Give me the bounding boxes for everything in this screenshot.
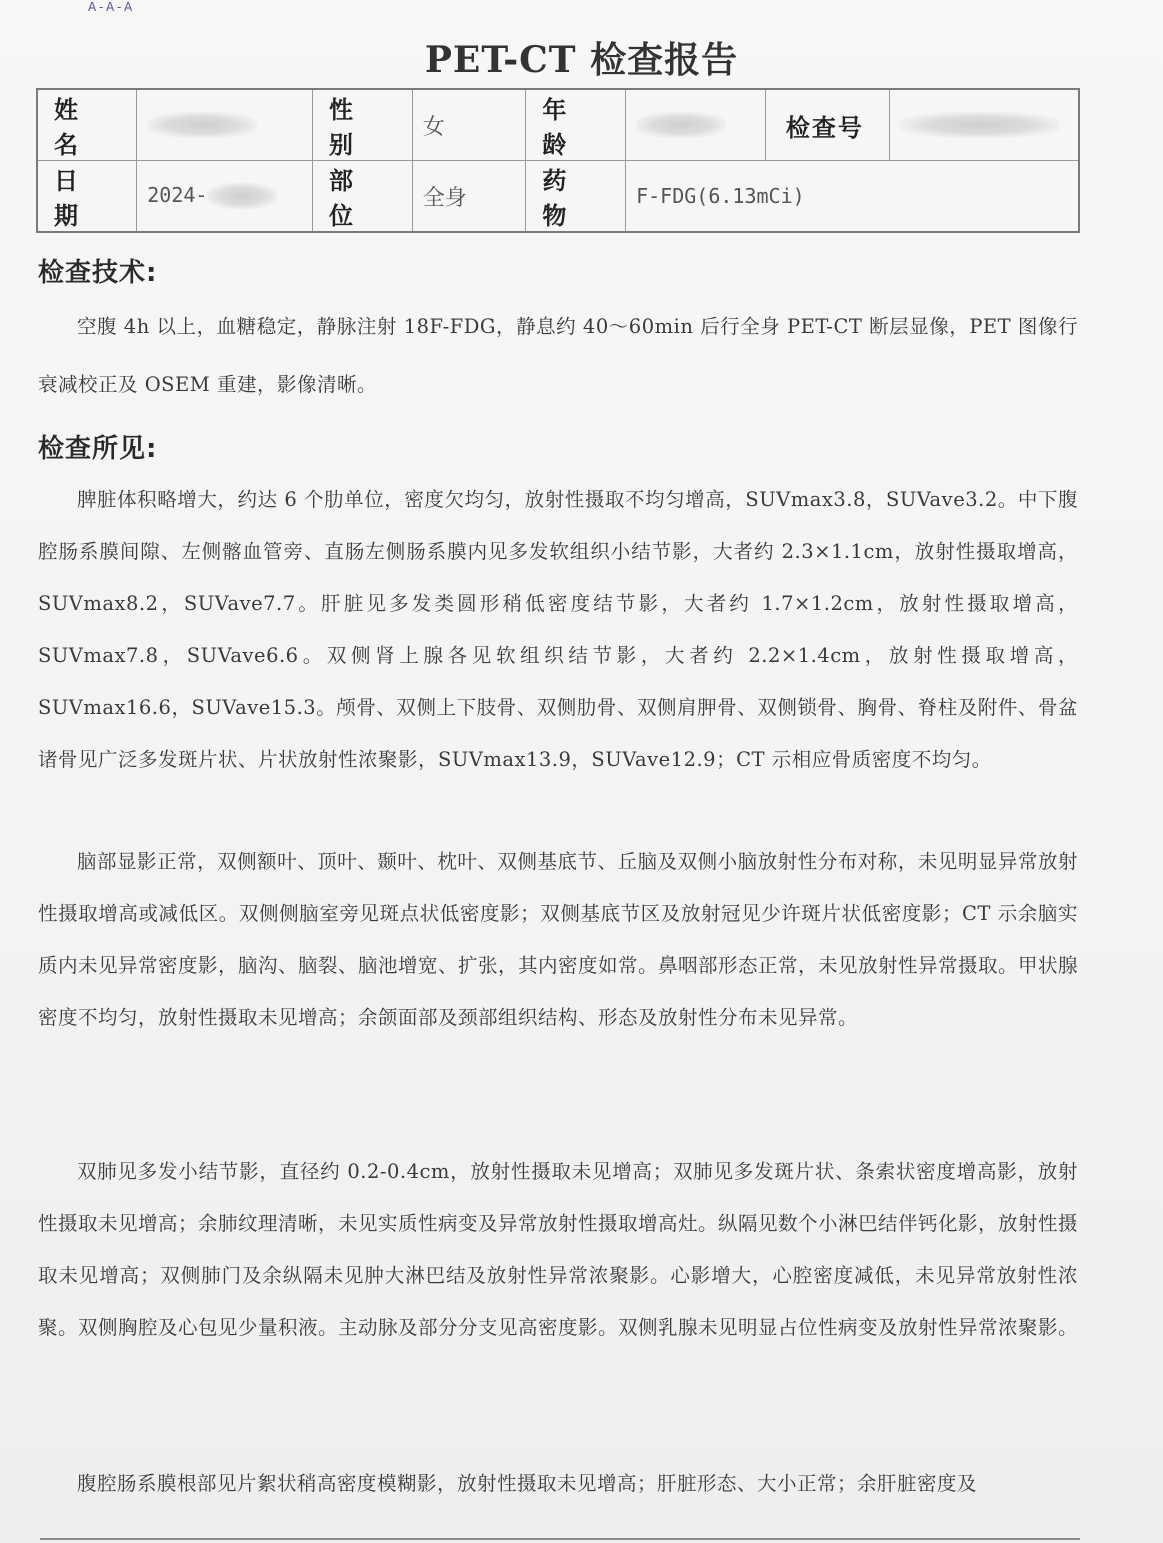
date-value	[137, 161, 313, 233]
redaction-blur	[207, 183, 277, 209]
redaction-blur	[147, 112, 257, 138]
bottom-rule	[40, 1538, 1080, 1540]
info-row-2	[37, 161, 1079, 233]
patient-info-table	[36, 88, 1080, 233]
gender-label: 性 别	[312, 89, 412, 161]
redaction-blur	[900, 112, 1060, 138]
findings-heading: 检查所见:	[38, 434, 158, 464]
gender-value: 女	[412, 89, 526, 161]
report-title: PET-CT 检查报告	[424, 39, 739, 81]
exam-no-value-redacted	[889, 89, 1079, 161]
age-value-redacted	[626, 89, 766, 161]
drug-label: 药 物	[526, 161, 626, 233]
site-value: 全身	[412, 161, 526, 233]
drug-value: F-FDG(6.13mCi)	[626, 161, 1079, 233]
findings-paragraph-3: 双肺见多发小结节影，直径约 0.2-0.4cm，放射性摄取未见增高；双肺见多发斑片状、条索状密度增高影，放射性摄取未见增高；余肺纹理清晰，未见实质性病变及异常放射性摄取增高灶。纵隔见数个小淋巴结伴钙化影，放射性摄取未见增高；双侧肺门及余纵隔未见肿大淋巴结及放射性异常浓聚影。心影增大，心腔密度减低，未见异常放射性浓聚。双侧胸腔及心包见少量积液。主动脉及部分分支见高密度影。双侧乳腺未见明显占位性病变及放射性异常浓聚影。	[38, 1160, 1079, 1339]
technique-heading: 检查技术:	[38, 258, 158, 288]
name-label: 姓 名	[37, 89, 137, 161]
findings-paragraph-1: 脾脏体积略增大，约达 6 个肋单位，密度欠均匀，放射性摄取不均匀增高，SUVmax3.8，SUVave3.2。中下腹腔肠系膜间隙、左侧髂血管旁、直肠左侧肠系膜内见多发软组织小结节影，大者约 2.3×1.1cm，放射性摄取增高，SUVmax8.2，SUVave7.7。肝脏见多发类圆形稍低密度结节影，大者约 1.7×1.2cm，放射性摄取增高，SUVmax7.8，SUVave6.6。双侧肾上腺各见软组织结节影，大者约 2.2×1.4cm，放射性摄取增高，SUVmax16.6，SUVave15.3。颅骨、双侧上下肢骨、双侧肋骨、双侧肩胛骨、双侧锁骨、胸骨、脊柱及附件、骨盆诸骨见广泛多发斑片状、片状放射性浓聚影，SUVmax13.9，SUVave12.9；CT 示相应骨质密度不均匀。	[38, 488, 1078, 771]
date-text: 2024-	[147, 182, 208, 207]
date-label: 日 期	[37, 161, 137, 233]
findings-paragraph-4: 腹腔肠系膜根部见片絮状稍高密度模糊影，放射性摄取未见增高；肝脏形态、大小正常；余肝脏密度及	[77, 1472, 978, 1495]
exam-no-label: 检查号	[765, 89, 889, 161]
findings-paragraph-2: 脑部显影正常，双侧额叶、顶叶、颞叶、枕叶、双侧基底节、丘脑及双侧小脑放射性分布对称，未见明显异常放射性摄取增高或减低区。双侧侧脑室旁见斑点状低密度影；双侧基底节区及放射冠见少许斑片状低密度影；CT 示余脑实质内未见异常密度影，脑沟、脑裂、脑池增宽、扩张，其内密度如常。鼻咽部形态正常，未见放射性异常摄取。甲状腺密度不均匀，放射性摄取未见增高；余颌面部及颈部组织结构、形态及放射性分布未见异常。	[38, 850, 1079, 1029]
redaction-blur	[636, 112, 726, 138]
name-value-redacted	[137, 89, 313, 161]
header-marks: A-A-A	[88, 0, 136, 14]
site-label: 部 位	[312, 161, 412, 233]
age-label: 年 龄	[526, 89, 626, 161]
technique-text: 空腹 4h 以上，血糖稳定，静脉注射 18F-FDG，静息约 40～60min 后行全身 PET-CT 断层显像，PET 图像行衰减校正及 OSEM 重建，影像清晰。	[38, 315, 1078, 396]
info-row-1	[37, 89, 1079, 161]
